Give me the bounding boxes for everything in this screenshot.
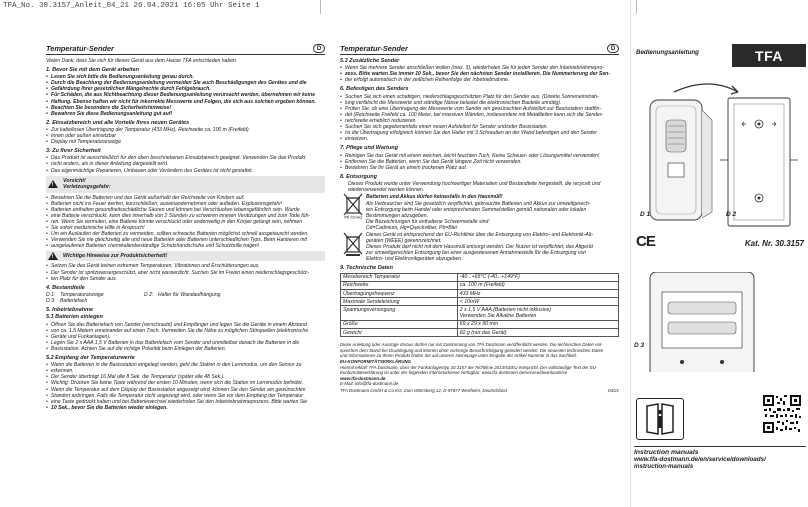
bullet-cont: • det (Reichweite Freifeld ca. 100 Meter, bei massiven Wänden, insbesondere mit Metallteilen kann sich die Sender- <box>340 112 619 118</box>
bullet-cont: • erkennen. <box>46 368 325 374</box>
part-value: Batteriefach <box>60 298 88 305</box>
part-key: D 1: <box>46 291 56 298</box>
bullet: • Ist die Übertragung erfolgreich können Sie den Halter mit 3 Schrauben an der Wand befestigen und den Sender <box>340 130 619 136</box>
tech-value <box>457 281 618 289</box>
info-icon <box>636 398 684 440</box>
tech-value-line: < 10mW <box>459 298 480 305</box>
tech-row <box>341 329 619 337</box>
subsection-heading: 5.3 Zusätzliche Sender <box>340 58 400 64</box>
crop-mark <box>320 0 321 14</box>
address-row <box>340 388 619 393</box>
bullet: • Innen oder außen einsetzbar <box>46 133 325 139</box>
tech-value <box>457 273 618 281</box>
part-value: Temperaturanzeige <box>60 291 104 298</box>
bullet: • Der Sender ist spritzwassergeschützt, aber nicht wasserdicht. Suchen Sie im Freien einen niederschlagsgeschütz- <box>46 270 325 276</box>
tfa-logo <box>732 44 806 67</box>
fine-print <box>340 342 619 394</box>
manual-label: Bedienungsanleitung <box>636 49 699 56</box>
bullet: • Wenn Sie mehrere Sender anschließen wollen (max. 3), wiederholen Sie für jeden Sender den Inbetriebnahmepro- <box>340 65 619 71</box>
bullet-cont: • der erfolgt automatisch in der zeitlichen Reihenfolge der Inbetriebnahme. <box>340 77 619 83</box>
bullet-cont: • von ca. 1,5 Metern voneinander auf einen Tisch. Vermeiden Sie die Nähe zu möglichen Störquellen (elektronische <box>46 328 325 334</box>
fine-print-line: sprechen dem Stand bei Drucklegung und können ohne vorherige Benachrichtigung geändert werden. Die neuesten technischen Daten <box>340 347 604 353</box>
section-heading: 5. Inbetriebnahme <box>46 307 94 314</box>
battery-text: Die Bezeichnungen für enthaltene Schwermetalle sind: <box>366 218 490 225</box>
bullet: • Das eigenmächtige Reparieren, Umbauen oder Verändern des Gerätes ist nicht gestattet. <box>46 168 325 174</box>
weee-text: Dieses Produkt darf nicht mit dem Hausmüll entsorgt werden. Der Nutzer ist verpflichtet, das Altgerät <box>366 244 593 251</box>
bullet: • Display mit Temperaturanzeige <box>46 139 325 145</box>
tech-value-line: 433 MHz <box>459 290 481 297</box>
bullet: • Legen Sie 2 x AAA 1,5 V Batterien in das Batteriefach vom Sender und unmittelbar danach die Batterien in die <box>46 340 325 346</box>
d2-label: D 2 <box>726 211 737 218</box>
bullet-cont: • Basisstation. Achten Sie auf die richtige Polarität beim Einlegen der Batterien. <box>46 346 325 352</box>
email-link[interactable]: E-Mail: info@tfa-dostmann.de <box>340 381 399 387</box>
bullet-cont: • Haftung. Ebenso haften wir nicht für inkorrekte Messwerte und Folgen, die sich aus solchen ergeben können. <box>46 99 325 105</box>
bullet: • Beachten Sie besonders die Sicherheitshinweise! <box>46 105 325 111</box>
im-url[interactable]: instruction-manuals <box>634 463 694 470</box>
bullet: • Zur kabellosen Übertragung der Temperatur (433 MHz), Reichweite ca. 100 m (Freifeld) <box>46 127 325 133</box>
tech-value <box>457 306 618 320</box>
print-header: TFA_No. 30.3157_Anleit_04_21 26.04.2021 16:05 Uhr Seite 1 <box>3 2 260 10</box>
language-badge: D <box>607 44 619 53</box>
warning-icon <box>48 180 58 188</box>
weee-text: zur umweltgerechten Entsorgung bei einer ausgewiesenen Annahmestelle für die Entsorgung von <box>366 250 587 257</box>
page-title <box>340 44 619 55</box>
bullet-cont: • lung verfälscht die Messwerte und ständige Nässe belastet die elektronischen Bauteile unnötig). <box>340 100 619 106</box>
page-title <box>46 44 325 55</box>
bullet: • Entfernen Sie die Batterien, wenn Sie das Gerät längere Zeit nicht verwenden. <box>340 159 619 165</box>
crossed-bin-battery-icon <box>340 194 366 218</box>
tech-key: Übertragungsfrequenz <box>341 290 458 298</box>
bullet-cont: • zess. Bitte warten Sie immer 10 Sek., bevor Sie den nächsten Sender installieren. Die Nummerierung der Sen- <box>340 71 619 77</box>
tech-key: Maximale Sendeleistung <box>341 298 458 306</box>
d3-label: D 3 <box>634 342 645 349</box>
warning-title: Vorsicht! <box>63 178 86 185</box>
bullet-cont: • einsetzen. <box>340 136 619 142</box>
bullet: • Wichtig: Drücken Sie keine Taste während der ersten 10 Minuten, wenn sich die Station im Lernmodus befindet. <box>46 380 325 386</box>
title-text: Temperatur-Sender <box>46 44 114 53</box>
bullet: • Bewahren Sie die Batterien und das Gerät außerhalb der Reichweite von Kindern auf. <box>46 195 325 201</box>
middle-column <box>340 44 619 466</box>
bullet: • Setzen Sie das Gerät keinen extremen Temperaturen, Vibrationen und Erschütterungen aus. <box>46 263 325 269</box>
bullet-cont: • Gefährdung Ihrer gesetzlichen Mängelrechte durch Fehlgebrauch. <box>46 86 325 92</box>
section-heading: 2. Einsatzbereich und alle Vorteile Ihres neuen Gerätes <box>46 119 190 126</box>
tech-row <box>341 290 619 298</box>
tech-row <box>341 281 619 289</box>
device-illustration <box>634 80 806 258</box>
bullet-cont: • Geräte und Funkanlagen). <box>46 334 325 340</box>
right-column <box>634 44 806 507</box>
bullet-cont: • ausgelaufenen Batterien chemikalienbeständige Schutzhandschuhe und Schutzbrille tragen! <box>46 243 325 249</box>
bullet: • Reinigen Sie das Gerät mit einem weichen, leicht feuchten Tuch. Keine Scheuer- oder Lösungsmittel verwenden! <box>340 153 619 159</box>
d1-label: D 1 <box>640 211 651 218</box>
ce-mark: CE <box>636 233 655 250</box>
tech-row <box>341 320 619 328</box>
section-heading: 4. Bestandteile <box>46 284 85 291</box>
bullet-cont: • Sie sofort medizinische Hilfe in Anspruch! <box>46 225 325 231</box>
weee-disposal <box>340 232 619 262</box>
warning-subtitle: Verletzungsgefahr: <box>63 184 111 191</box>
battery-text: Cd=Cadmium, Hg=Quecksilber, Pb=Blei <box>366 224 457 231</box>
disposal-text: Dieses Produkt wurde unter Verwendung hochwertiger Materialien und Bestandteile hergestellt, die recycelt und <box>348 180 601 187</box>
bullet-cont: • ren. Wenn Sie vermuten, eine Batterie könnte verschluckt oder anderweitig in den Körper gelangt sein, nehmen <box>46 219 325 225</box>
battery-text: Als Verbraucher sind Sie gesetzlich verpflichtet, gebrauchte Batterien und Akkus zur umweltgerech- <box>366 200 591 207</box>
eu-title: EU-KONFORMITÄTSERKLÄRUNG <box>340 359 411 365</box>
tech-value <box>457 290 618 298</box>
fine-print-line: und Informationen zu Ihrem Produkt finden Sie auf unserer Homepage unter Eingabe der Artikel-Nummer in das Suchfeld. <box>340 353 578 359</box>
battery-compartment-illustration <box>634 272 806 372</box>
website-link[interactable]: www.tfa-dostmann.de <box>340 375 386 381</box>
part-key: D 2: <box>144 291 154 298</box>
logo-text: TFA <box>755 47 783 64</box>
bullet: • Durch die Beachtung der Bedienungsanleitung vermeiden Sie auch Beschädigungen des Gerätes und die <box>46 80 325 86</box>
bullet: • Batterien enthalten gesundheitsschädliche Säuren und können bei Verschlucken lebensgefährlich sein. Wurde <box>46 207 325 213</box>
catalog-number: Kat. Nr. 30.3157 <box>744 239 804 248</box>
bullet: • Lesen Sie sich bitte die Bedienungsanleitung genau durch. <box>46 74 325 80</box>
part-key: D 3: <box>46 298 56 305</box>
bullet: • Wenn die Batterien in die Basisstation eingelegt werden, geht die Station in den Lernmodus, um den Sensor zu <box>46 362 325 368</box>
tech-value-line: Verwenden Sie Alkaline Batterien <box>459 313 537 320</box>
battery-text: Batterien und Akkus dürfen keinesfalls in den Hausmüll! <box>366 194 503 201</box>
bullet-cont: • Verwenden Sie nie gleichzeitig alte und neue Batterien oder Batterien unterschiedlichen Typs. Beim Hantieren mit <box>46 237 325 243</box>
tech-key: Reichweite <box>341 281 458 289</box>
title-text: Temperatur-Sender <box>340 44 408 53</box>
bullet-cont: • eine Taste gedrückt haben und bei Batteriewechsel wiederholen Sie den Inbetriebnahmeprozess. Bitte warten Sie <box>46 399 325 405</box>
instruction-manuals-block <box>634 446 806 470</box>
crossed-bin-icon <box>340 232 366 256</box>
tech-value <box>457 329 618 337</box>
tech-key: Gewicht <box>341 329 458 337</box>
bullet: • Öffnen Sie das Batteriefach von Sender (verschraubt) und Empfänger und legen Sie die Geräte in einem Abstand <box>46 322 325 328</box>
tech-value-line: 2 x 1,5 V AAA (Batterien nicht inklusive) <box>459 306 552 313</box>
fine-print-line: Diese Anleitung oder Auszüge daraus dürfen nur mit Zustimmung von TFA Dostmann veröffentlicht werden. Die technischen Daten ent- <box>340 342 603 348</box>
language-badge: D <box>313 44 325 53</box>
bullet-cont: • Wenn die Temperatur auf dem Display der Basisstation angezeigt wird, können Sie den Sender am gewünschten <box>46 387 325 393</box>
bullet: • Bewahren Sie diese Bedienungsanleitung gut auf! <box>46 111 325 117</box>
section-heading: 9. Technische Daten <box>340 265 393 272</box>
eu-line: Konformitätserklärung ist unter der folgenden Internetadresse verfügbar: www.tfa-dostmann.de/service/downloads/ce <box>340 370 568 376</box>
battery-text: ten Entsorgung beim Handel oder entsprechenden Sammelstellen gemäß nationalen oder lokalen <box>366 206 587 213</box>
bullet: • Bewahren Sie Ihr Gerät an einem trockenen Platz auf. <box>340 165 619 171</box>
tech-value <box>457 320 618 328</box>
bullet-cont: • reichweite erheblich reduzieren. <box>340 118 619 124</box>
bullet: • Batterien nicht ins Feuer werfen, kurzschließen, auseinandernehmen oder aufladen. Explosionsgefahr! <box>46 201 325 207</box>
qr-code-icon[interactable] <box>762 394 802 434</box>
warning-title: Wichtige Hinweise zur Produktsicherheit! <box>63 253 168 260</box>
weee-text: Elektro- und Elektronikgeräten abzugeben. <box>366 256 463 263</box>
warning-icon <box>48 252 58 260</box>
weee-text: geräten (WEEE) gekennzeichnet. <box>366 238 442 245</box>
bullet: • Um ein Auslaufen der Batterien zu vermeiden, sollten schwache Batterien möglichst schnell ausgetauscht werden. <box>46 231 325 237</box>
bullet-cont: • Standort anbringen. Falls die Temperatur nicht angezeigt wird, oder wenn Sie vor dem Empfang der Temperatur <box>46 393 325 399</box>
intro-text: Vielen Dank, dass Sie sich für dieses Gerät aus dem Hause TFA entschieden haben. <box>46 58 238 64</box>
bullet: • Für Schäden, die aus Nichtbeachtung dieser Bedienungsanleitung verursacht werden, übernehmen wir keine <box>46 92 325 98</box>
address: TFA Dostmann GmbH & Co.KG, Zum Ottersberg 12, D-97877 Wertheim, Deutschland <box>340 388 507 394</box>
im-title: Instruction manuals <box>634 446 806 456</box>
section-heading: 7. Pflege und Wartung <box>340 145 398 152</box>
disposal-text: wiederverwendet werden können. <box>348 186 425 193</box>
bullet: • Das Produkt ist ausschließlich für den oben beschriebenen Einsatzbereich geeignet. Verwenden Sie das Produkt <box>46 155 325 161</box>
section-heading: 8. Entsorgung <box>340 173 377 180</box>
left-column <box>46 44 325 464</box>
tech-key: Größe <box>341 320 458 328</box>
warning-box <box>46 251 325 261</box>
tech-value-line: ca. 100 m (Freifeld) <box>459 282 505 289</box>
tech-row <box>341 306 619 320</box>
parts-row <box>46 298 325 304</box>
bullet: • Suchen Sie sich gegebenenfalls einen neuen Aufstellort für Sender und/oder Basisstation. <box>340 124 619 130</box>
bullet: • Suchen Sie sich einen schattigen, niederschlagsgeschützten Platz für den Sender aus. (Direkte Sonneneinstrah- <box>340 94 619 100</box>
tech-key: Messbereich Temperatur <box>341 273 458 281</box>
tech-data-table <box>340 273 619 338</box>
tech-value <box>457 298 618 306</box>
weee-text: Dieses Gerät ist entsprechend der EU-Richtlinie über die Entsorgung von Elektro- und Elektronik-Alt- <box>366 232 594 239</box>
bullet-cont: • eine Batterie verschluckt, kann dies innerhalb von 2 Stunden zu schweren inneren Verätzungen und zum Tode füh- <box>46 213 325 219</box>
tech-value-line: -40...+65°C (-40...+149°F) <box>459 274 520 281</box>
crop-mark <box>636 0 637 14</box>
tech-key: Spannungsversorgung <box>341 306 458 320</box>
subsection-heading: 5.2 Empfang der Temperaturwerte <box>46 354 135 361</box>
tech-row <box>341 273 619 281</box>
tech-row <box>341 298 619 306</box>
part-value: Halter für Wandaufhängung <box>158 291 221 298</box>
section-heading: 6. Befestigen des Senders <box>340 86 409 93</box>
tech-value-line: 82 g (nur das Gerät) <box>459 329 507 336</box>
warning-box <box>46 176 325 193</box>
section-heading: 3. Zu Ihrer Sicherheit <box>46 148 101 155</box>
bullet: • Prüfen Sie, ob eine Übertragung der Messwerte vom Sender am gewünschten Aufstellort zur Basisstation stattfin- <box>340 106 619 112</box>
bullet-cont: • ten Platz für den Sender aus. <box>46 276 325 282</box>
page-fold <box>630 0 631 507</box>
bullet-cont: • nicht anders, als in dieser Anleitung dargestellt wird. <box>46 161 325 167</box>
bullet-cont: • 10 Sek., bevor Sie die Batterien wieder einlegen. <box>46 405 325 411</box>
im-url[interactable]: www.tfa-dostmann.de/en/service/downloads/ <box>634 456 766 463</box>
section-heading: 1. Bevor Sie mit dem Gerät arbeiten <box>46 66 139 73</box>
eu-line: Hiermit erklärt TFA Dostmann, dass der Funkanlagentyp 30.3157 der Richtlinie 2014/53/EU entspricht. Der vollständige Text der EU- <box>340 364 598 370</box>
sensor-front <box>650 100 712 220</box>
tech-value-line: 69 x 29 x 90 mm <box>459 321 499 328</box>
svg-text:Pb Cd Hg: Pb Cd Hg <box>344 214 362 220</box>
battery-disposal <box>340 194 619 231</box>
bullet: • Der Sender überträgt 16 Mal alle 8 Sek. die Temperatur (später alle 48 Sek.). <box>46 374 325 380</box>
subsection-heading: 5.1 Batterien einlegen <box>46 314 103 321</box>
wall-holder <box>720 98 798 226</box>
print-date: 04/21 <box>608 388 619 394</box>
battery-text: Bestimmungen abzugeben. <box>366 212 429 219</box>
